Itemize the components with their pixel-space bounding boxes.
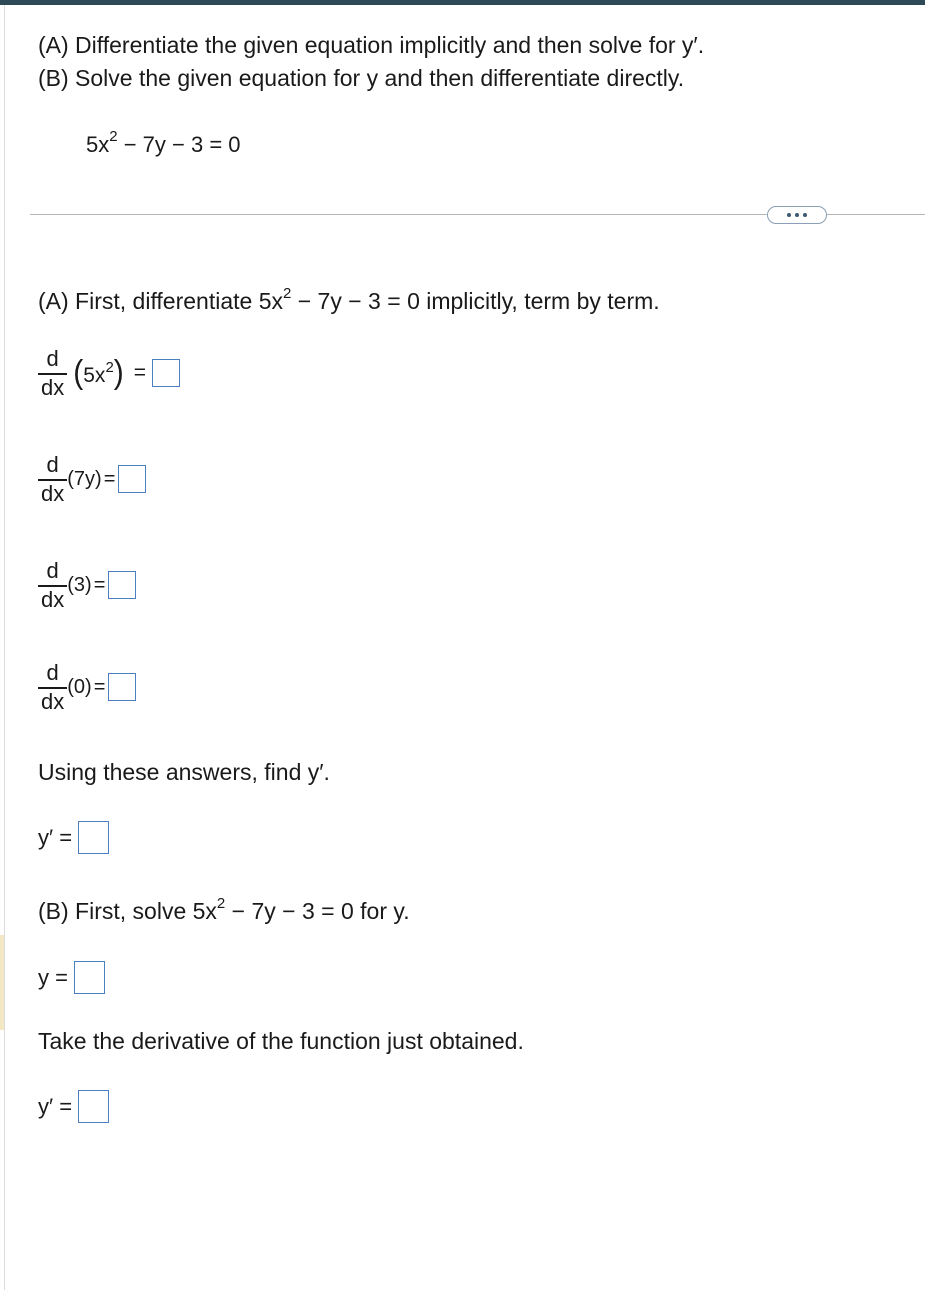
term-7y: (7y): [67, 467, 102, 490]
deriv-numerator: d: [46, 660, 59, 685]
part-b-intro-suffix: − 7y − 3 = 0 for y.: [225, 898, 410, 924]
dot-icon: [803, 213, 807, 217]
y-row-b: [38, 961, 105, 994]
dot-icon: [787, 213, 791, 217]
term-3: (3): [67, 573, 92, 596]
deriv-numerator: d: [46, 558, 59, 583]
deriv-denominator: dx: [41, 480, 65, 506]
part-b-intro: [38, 897, 410, 925]
deriv-denominator: dx: [41, 586, 65, 612]
term-0: (0): [67, 675, 92, 698]
equals-sign: =: [103, 467, 116, 490]
equals-sign: =: [93, 573, 106, 596]
derivative-row-7y: [38, 453, 146, 506]
d-dx-operator: [38, 453, 67, 506]
d-dx-operator: [38, 347, 67, 400]
equals-sign: =: [93, 675, 106, 698]
deriv-denominator: dx: [41, 374, 65, 400]
part-a-intro-suffix: − 7y − 3 = 0 implicitly, term by term.: [291, 288, 660, 314]
take-derivative-prompt: Take the derivative of the function just obtained.: [38, 1028, 524, 1054]
given-equation: [86, 128, 241, 159]
derivative-row-3: [38, 559, 136, 612]
yprime-row-b: [38, 1090, 109, 1123]
find-yprime-prompt: Using these answers, find y′.: [38, 759, 330, 785]
answer-box-yprime-b[interactable]: [78, 1090, 109, 1123]
answer-box-y-b[interactable]: [74, 961, 105, 994]
term-5x2: [73, 354, 124, 391]
part-a-intro: [38, 287, 660, 315]
d-dx-operator: [38, 661, 67, 714]
equation-lhs: 5x: [86, 132, 110, 157]
deriv-numerator: d: [46, 346, 59, 371]
yprime-label: y′ =: [38, 824, 73, 850]
top-border: [0, 0, 925, 5]
answer-box-d-0[interactable]: [108, 673, 136, 701]
part-b-intro-prefix: (B) First, solve 5x: [38, 898, 217, 924]
left-paren: (: [73, 354, 84, 391]
yprime-row-a: [38, 821, 109, 854]
answer-box-d-5x2[interactable]: [152, 359, 180, 387]
d-dx-operator: [38, 559, 67, 612]
part-a-intro-exponent: 2: [283, 285, 292, 302]
term-5x2-base: 5x: [83, 364, 106, 388]
answer-box-d-3[interactable]: [108, 571, 136, 599]
yprime-label: y′ =: [38, 1093, 73, 1119]
part-b-intro-exponent: 2: [216, 895, 226, 912]
more-options-button[interactable]: [767, 206, 827, 224]
y-label: y =: [38, 964, 68, 990]
dot-icon: [795, 213, 799, 217]
answer-box-d-7y[interactable]: [118, 465, 146, 493]
right-paren: ): [113, 354, 124, 391]
instruction-b: (B) Solve the given equation for y and then differentiate directly.: [38, 65, 685, 91]
equation-exponent: 2: [109, 128, 118, 145]
equation-rest: − 7y − 3 = 0: [117, 132, 241, 157]
deriv-denominator: dx: [41, 688, 65, 714]
equals-sign: =: [133, 361, 147, 385]
derivative-row-5x2: [38, 347, 180, 400]
part-a-intro-prefix: (A) First, differentiate 5x: [38, 288, 283, 314]
derivative-row-0: [38, 661, 136, 714]
deriv-numerator: d: [46, 452, 59, 477]
left-border: [4, 5, 5, 1290]
instruction-a: (A) Differentiate the given equation implicitly and then solve for y′.: [38, 32, 705, 58]
answer-box-yprime-a[interactable]: [78, 821, 109, 854]
left-progress-marker: [0, 935, 4, 1030]
term-5x2-exponent: 2: [105, 359, 114, 377]
